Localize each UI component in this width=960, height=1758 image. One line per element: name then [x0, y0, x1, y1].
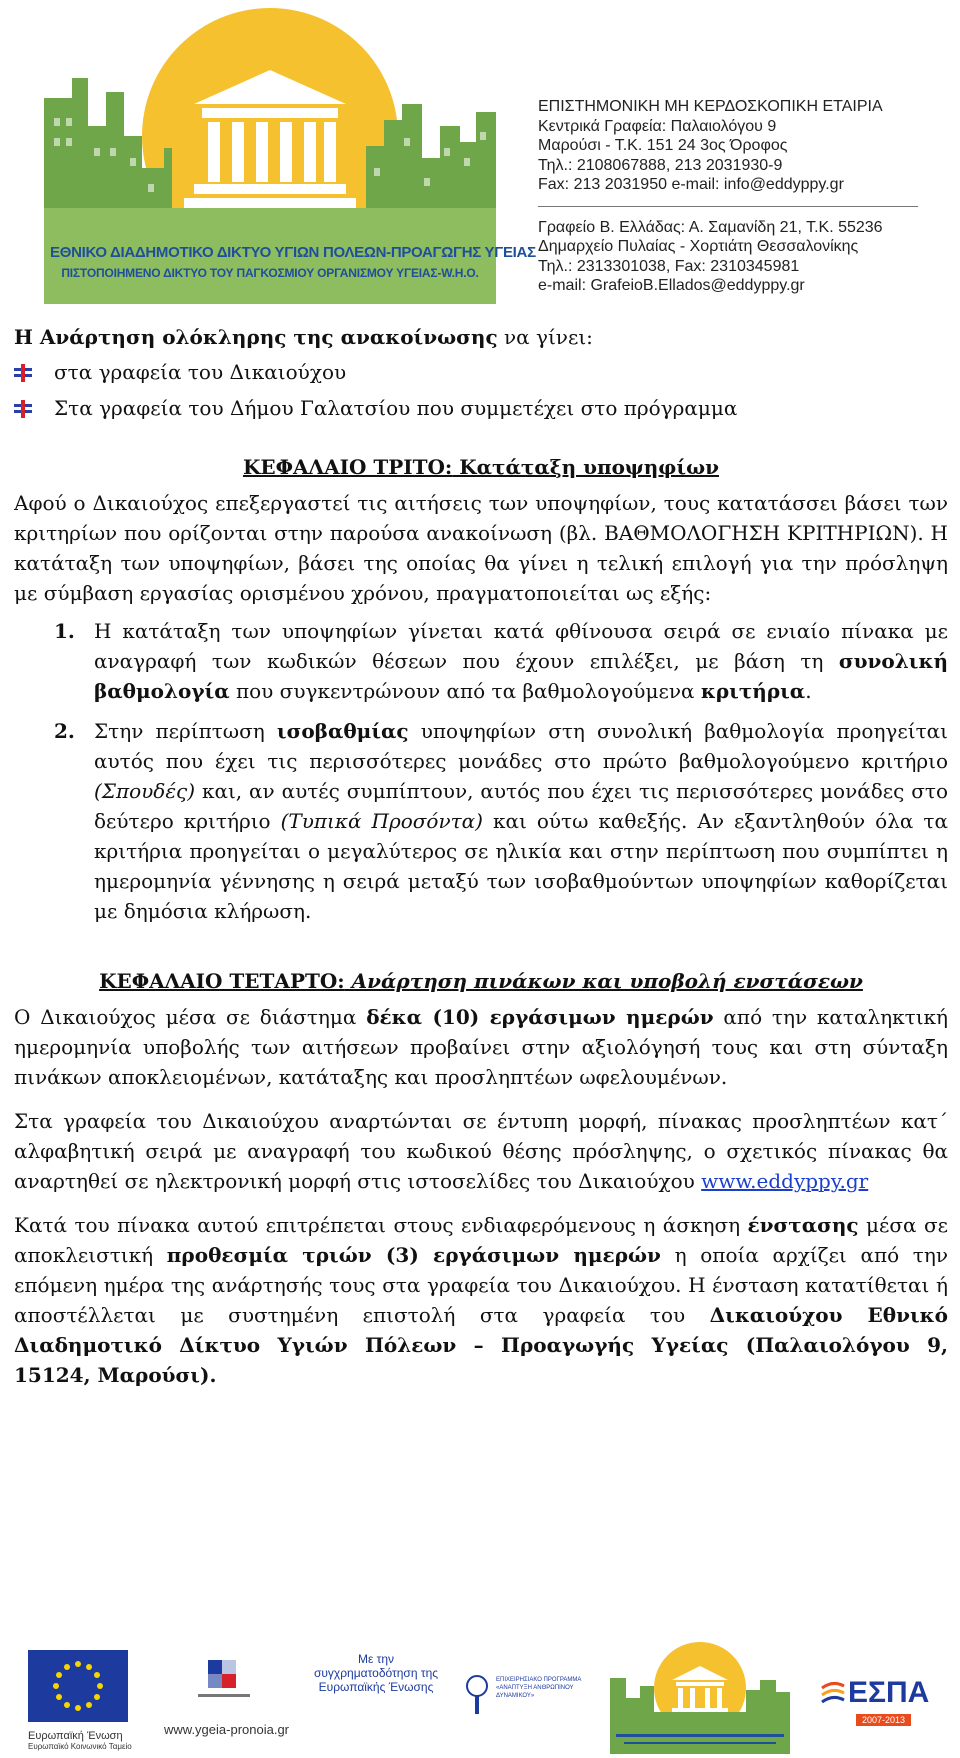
paragraph-text: μέσα σε αποκλειστική	[14, 1213, 948, 1267]
cofunding-line: συγχρηματοδότηση της	[313, 1666, 439, 1680]
ministry-url: www.ygeia-pronoia.gr	[164, 1722, 290, 1737]
list-item	[14, 390, 948, 426]
contact-line: ΕΠΙΣΤΗΜΟΝΙΚΗ ΜΗ ΚΕΡΔΟΣΚΟΠΙΚΗ ΕΤΑΙΡΙΑ	[538, 98, 883, 115]
document-body	[14, 322, 948, 1390]
contact-block	[538, 97, 928, 296]
list-item	[14, 354, 948, 390]
posting-intro	[14, 322, 948, 352]
ranking-rules-list	[14, 616, 948, 926]
eu-logo	[28, 1650, 132, 1751]
contact-line: Τηλ.: 2108067888, 213 2031930-9	[538, 156, 783, 174]
item-bold: κριτήρια	[700, 679, 806, 703]
website-link[interactable]: www.eddyppy.gr	[701, 1169, 869, 1193]
list-item-text: στα γραφεία του Δικαιούχου	[54, 360, 347, 384]
item-text: Η κατάταξη των υποψηφίων γίνεται κατά φθίνουσα σειρά σε ενιαίο πίνακα με αναγραφή των κωδικών θέσεων που έχουν επιλέξει, με βάση τη	[94, 619, 948, 673]
paragraph-text: Κατά του πίνακα αυτού επιτρέπεται στους ενδιαφερόμενους η άσκηση	[14, 1213, 748, 1237]
branch-line: Δημαρχείο Πυλαίας - Χορτιάτη Θεσσαλονίκης	[538, 238, 859, 255]
item-text: που συγκεντρώνουν από τα βαθμολογούμενα	[229, 679, 701, 703]
ministry-logo	[164, 1656, 304, 1746]
posting-intro-bold: Η Ανάρτηση ολόκληρης της ανακοίνωσης	[14, 325, 498, 349]
paragraph-text: η οποία αρχίζει από την επόμενη ημέρα της ανάρτησής τους στα γραφεία του Δικαιούχου. Η ένσταση κατατίθεται ή αποστέλλεται με συστημένη επιστολή στα γραφεία του	[14, 1243, 949, 1327]
eu-label: Ευρωπαϊκή Ένωση	[28, 1730, 123, 1742]
branch-line: e-mail: GrafeioB.Ellados@eddyppy.gr	[538, 277, 805, 294]
logo-caption-line2: ΠΙΣΤΟΠΟΙΗΜΕΝΟ ΔΙΚΤΥΟ ΤΟΥ ΠΑΓΚΟΣΜΙΟΥ ΟΡΓΑΝΙΣΜΟΥ ΥΓΕΙΑΣ-W.H.O.	[61, 266, 479, 280]
contact-line: Κεντρικά Γραφεία: Παλαιολόγου 9	[538, 117, 777, 135]
esf-label: Ευρωπαϊκό Κοινωνικό Ταμείο	[28, 1742, 132, 1751]
posting-intro-rest: να γίνει:	[497, 325, 593, 349]
network-logo-small	[610, 1642, 790, 1754]
item-italic: (Τυπικά Προσόντα)	[280, 809, 483, 833]
chapter-4-subtitle: Ανάρτηση πινάκων και υποβολή ενστάσεων	[344, 969, 863, 993]
item-text: υποψηφίων στη συνολική βαθμολογία προηγείται αυτός που έχει τις περισσότερες μονάδες στο πρώτο βαθμολογούμενο κριτήριο	[94, 719, 948, 773]
paragraph-bold: Δικαιούχου Εθνικό Διαδημοτικό Δίκτυο Υγιών Πόλεων – Προαγωγής Υγείας (Παλαιολόγου 9, 15124, Μαρούσι).	[14, 1303, 948, 1387]
chapter-3-heading	[14, 452, 948, 482]
chapter-4-paragraph-3	[14, 1210, 948, 1390]
item-text: και ούτω καθεξής. Αν εξαντληθούν όλα τα κριτήρια προηγείται ο μεγαλύτερος σε ηλικία και στην περίπτωση που συμπίπτει η ημερομηνία γέννησης η σειρά μεταξύ των ισοβαθμούντων υποψηφίων καθορίζεται με δημόσια κλήρωση.	[94, 809, 948, 923]
network-logo-icon	[610, 1642, 790, 1754]
item-bold: ισοβαθμίας	[276, 719, 409, 743]
paragraph-bold: προθεσμία τριών (3) εργάσιμων ημερών	[166, 1243, 661, 1267]
posting-locations-list	[14, 354, 948, 426]
item-bold: συνολική βαθμολογία	[94, 649, 948, 703]
espa-years: 2007-2013	[856, 1714, 911, 1726]
espa-swoosh-icon	[820, 1680, 846, 1710]
item-text: Στην περίπτωση	[94, 719, 277, 743]
item-text: και, αν αυτές συμπίπτουν, αυτός που έχει τις περισσότερες μονάδες στο δεύτερο κριτήριο	[94, 779, 948, 833]
espa-logo	[820, 1676, 940, 1746]
list-item-number: 1.	[54, 619, 75, 643]
chapter-4-paragraph-1	[14, 1002, 948, 1092]
list-item-text: Στα γραφεία του Δήμου Γαλατσίου που συμμετέχει στο πρόγραμμα	[54, 396, 738, 420]
op-emblem-icon	[462, 1672, 492, 1716]
paragraph-text: από την καταληκτική ημερομηνία υποβολής των αιτήσεων προβαίνει στην αξιολόγησή τους και στη σύνταξη πινάκων αποκλειομένων, κατάταξης και προσληπτέων ωφελουμένων.	[14, 1005, 949, 1089]
paragraph-text: Ο Δικαιούχος μέσα σε διάστημα	[14, 1005, 367, 1029]
organization-logo	[44, 8, 536, 304]
list-item	[14, 716, 948, 926]
branch-line: Γραφείο Β. Ελλάδας: Α. Σαμανίδη 21, Τ.Κ. 55236	[538, 218, 883, 236]
paragraph-text: Στα γραφεία του Δικαιούχου αναρτώνται σε έντυπη μορφή, πίνακας προσληπτέων κατ΄ αλφαβητική σειρά με αναγραφή του κωδικού θέσης πρόσληψης, ο σχετικός πίνακας θα αναρτηθεί σε ηλεκτρονική μορφή στις ιστοσελίδες του Δικαιούχου	[14, 1109, 948, 1193]
item-italic: (Σπουδές)	[94, 779, 196, 803]
paragraph-bold: ένστασης	[747, 1213, 859, 1237]
list-item-number: 2.	[54, 719, 75, 743]
cofunding-line: Ευρωπαϊκής Ένωσης	[318, 1680, 434, 1694]
funding-logos-bar	[0, 1642, 960, 1754]
chapter-4-heading	[14, 966, 948, 996]
item-text: .	[805, 679, 812, 703]
logo-caption-line1: ΕΘΝΙΚΟ ΔΙΑΔΗΜΟΤΙΚΟ ΔΙΚΤΥΟ ΥΓΙΩΝ ΠΟΛΕΩΝ-ΠΡΟΑΓΩΓΗΣ ΥΓΕΙΑΣ	[50, 244, 536, 261]
cofunding-line: Με την	[357, 1652, 395, 1666]
chapter-4-title: ΚΕΦΑΛΑΙΟ ΤΕΤΑΡΤΟ:	[99, 969, 345, 993]
chapter-3-subtitle: Κατάταξη υποψηφίων	[452, 455, 719, 479]
eu-flag-icon	[28, 1650, 128, 1722]
contact-line: Μαρούσι - Τ.Κ. 151 24 3ος Όροφος	[538, 137, 788, 154]
bullet-icon	[14, 364, 36, 382]
chapter-3-title: ΚΕΦΑΛΑΙΟ ΤΡΙΤΟ:	[242, 455, 453, 479]
branch-line: Τηλ.: 2313301038, Fax: 2310345981	[538, 257, 800, 275]
operational-programme-logo	[462, 1672, 592, 1742]
bullet-icon	[14, 400, 36, 418]
espa-title: ΕΣΠΑ	[848, 1676, 930, 1709]
contact-divider	[538, 206, 918, 207]
contact-line: Fax: 213 2031950 e-mail: info@eddyppy.gr	[538, 176, 844, 193]
ministry-emblem-icon	[194, 1656, 254, 1706]
cofunding-note	[306, 1652, 446, 1694]
chapter-4-paragraph-2	[14, 1106, 948, 1196]
op-label: ΕΠΙΧΕΙΡΗΣΙΑΚΟ ΠΡΟΓΡΑΜΜΑ «ΑΝΑΠΤΥΞΗ ΑΝΘΡΩΠΙΝΟΥ ΔΥΝΑΜΙΚΟΥ»	[496, 1677, 582, 1699]
paragraph-bold: δέκα (10) εργάσιμων ημερών	[366, 1005, 714, 1029]
letterhead	[0, 0, 960, 310]
list-item	[14, 616, 948, 706]
chapter-3-paragraph: Αφού ο Δικαιούχος επεξεργαστεί τις αιτήσεις των υποψηφίων, τους κατατάσσει βάσει των κριτηρίων που ορίζονται στην παρούσα ανακοίνωση (βλ. ΒΑΘΜΟΛΟΓΗΣΗ ΚΡΙΤΗΡΙΩΝ). Η κατάταξη των υποψηφίων, βάσει της οποίας θα γίνει η τελική επιλογή για την πρόσληψη με σύμβαση εργασίας ορισμένου χρόνου, πραγματοποιείται ως εξής:	[14, 491, 948, 605]
